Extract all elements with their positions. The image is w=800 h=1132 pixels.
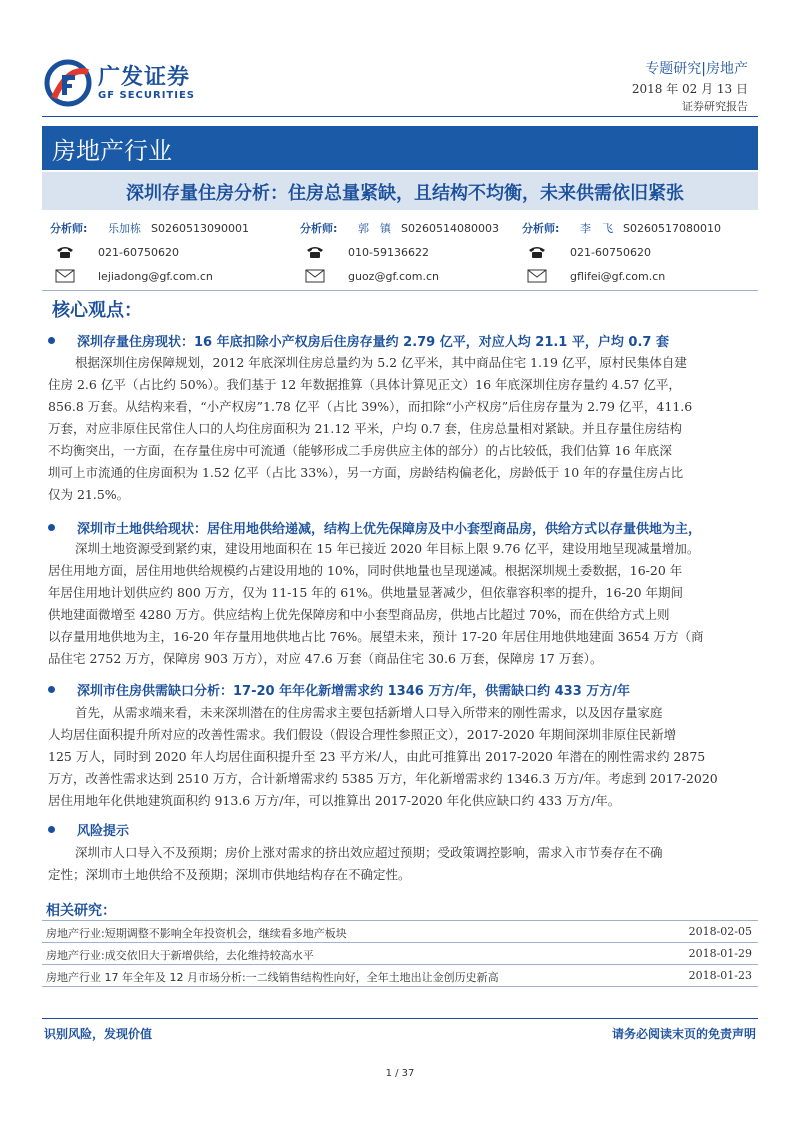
related-item[interactable] xyxy=(46,925,752,941)
page-number: 1 / 37 xyxy=(385,1068,415,1079)
section-heading xyxy=(48,331,758,350)
related-divider xyxy=(42,986,758,987)
analyst-license: S0260513090001 xyxy=(151,221,249,235)
report-type: 证券研究报告 xyxy=(682,100,748,113)
analyst-label: 分析师: xyxy=(50,222,88,235)
related-item-title[interactable]: 房地产行业 17 年全年及 12 月市场分析:一二线销售结构性向好，全年土地出让金创历史新高 xyxy=(46,971,499,984)
paragraph-line: 万套，对应非原住民常住人口的人均住房面积为 21.12 平米，户均 0.7 套，住房总量相对紧缺。并且存量住房结构 xyxy=(48,421,683,436)
analyst-email[interactable]: guoz@gf.com.cn xyxy=(348,269,440,283)
paragraph-line: 根据深圳住房保障规划，2012 年底深圳住房总量约为 5.2 亿平米，其中商品住宅 1.19 亿平，原村民集体自建 xyxy=(75,355,687,370)
bullet-icon xyxy=(48,524,55,531)
paragraph-line: 125 万人，同时到 2020 年人均居住面积提升至 23 平方米/人，由此可推算出 2017-2020 年潜在的刚性需求约 2875 xyxy=(48,749,706,764)
paragraph-line: 居住用地方面，居住用地供给规模约占建设用地的 10%，同时供地量也呈现递减。根据深圳规土委数据，16-20 年 xyxy=(48,563,683,578)
related-item-date: 2018-01-23 xyxy=(688,969,752,982)
email-icon xyxy=(50,269,80,283)
header-divider xyxy=(42,116,758,117)
analyst-email[interactable]: lejiadong@gf.com.cn xyxy=(98,269,213,283)
related-divider xyxy=(42,964,758,965)
section-paragraph xyxy=(48,702,758,812)
related-item-date: 2018-01-29 xyxy=(688,947,752,960)
analyst-card xyxy=(50,216,290,288)
phone-icon xyxy=(300,245,330,259)
analyst-card xyxy=(300,216,540,288)
analyst-license: S0260514080003 xyxy=(401,221,499,235)
report-title: 深圳存量住房分析：住房总量紧缺，且结构不均衡，未来供需依旧紧张 xyxy=(126,183,684,204)
section-heading-text: 深圳市土地供给现状：居住用地供给递减，结构上优先保障房及中小套型商品房，供给方式以存量供地为主， xyxy=(77,522,702,537)
footer-divider xyxy=(42,1018,758,1019)
logo-english-name: GF SECURITIES xyxy=(98,90,196,101)
section-heading xyxy=(48,820,758,839)
related-divider xyxy=(42,942,758,943)
paragraph-line: 以存量用地供地为主，16-20 年存量用地供地占比 76%。展望未来，预计 17-20 年居住用地供地建面 3654 万方（商 xyxy=(48,629,704,644)
analyst-label: 分析师: xyxy=(300,222,338,235)
analyst-phone: 021-60750620 xyxy=(570,245,651,259)
paragraph-line: 圳可上市流通的住房面积为 1.52 亿平（占比 33%），另一方面，房龄结构偏老化，房龄低于 10 年的存量住房占比 xyxy=(48,465,684,480)
core-views-title: 核心观点： xyxy=(52,300,142,321)
paragraph-line: 万方，改善性需求达到 2510 万方，合计新增需求约 5385 万方，年化新增需求约 1346.3 万方/年。考虑到 2017-2020 xyxy=(48,771,718,786)
analyst-name: 乐加栋 xyxy=(108,222,141,235)
analyst-card xyxy=(522,216,762,288)
analyst-name: 郭 镇 xyxy=(358,222,391,235)
related-item-title[interactable]: 房地产行业:成交依旧大于新增供给，去化维持较高水平 xyxy=(46,949,314,962)
phone-icon xyxy=(522,245,552,259)
bullet-icon xyxy=(48,826,55,833)
report-category: 专题研究|房地产 xyxy=(645,61,748,77)
analyst-label: 分析师: xyxy=(522,222,560,235)
analyst-phone: 021-60750620 xyxy=(98,245,179,259)
logo-chinese-name: 广发证券 xyxy=(98,65,191,90)
analyst-license: S0260517080010 xyxy=(623,221,721,235)
paragraph-line: 不均衡突出，一方面，在存量住房中可流通（能够形成二手房供应主体的部分）的占比较低，我们估算 16 年底深 xyxy=(48,443,672,458)
paragraph-line: 仅为 21.5%。 xyxy=(48,487,130,502)
analyst-divider xyxy=(42,290,758,291)
related-item-title[interactable]: 房地产行业:短期调整不影响全年投资机会，继续看多地产板块 xyxy=(46,927,347,940)
report-date: 2018 年 02 月 13 日 xyxy=(631,82,748,96)
footer-disclaimer-note: 请务必阅读末页的免责声明 xyxy=(611,1027,756,1041)
analyst-name: 李 飞 xyxy=(580,222,613,235)
related-divider xyxy=(42,920,758,921)
related-item-date: 2018-02-05 xyxy=(688,925,752,938)
paragraph-line: 深圳土地资源受到紧约束，建设用地面积在 15 年已接近 2020 年目标上限 9.76 亿平，建设用地呈现减量增加。 xyxy=(75,541,700,556)
section-paragraph xyxy=(48,842,758,886)
paragraph-line: 品住宅 2752 万方，保障房 903 万方），对应 47.6 万套（商品住宅 30.6 万套，保障房 17 万套）。 xyxy=(48,651,603,666)
paragraph-line: 定性；深圳市土地供给不及预期；深圳市供地结构存在不确定性。 xyxy=(48,867,411,882)
paragraph-line: 深圳市人口导入不及预期；房价上涨对需求的挤出效应超过预期；受政策调控影响，需求入市节奏存在不确 xyxy=(75,845,663,860)
related-research-title: 相关研究： xyxy=(46,903,116,919)
section-heading xyxy=(48,518,758,537)
section-paragraph xyxy=(48,352,758,506)
bullet-icon xyxy=(48,686,55,693)
industry-title: 房地产行业 xyxy=(52,137,172,165)
analyst-phone: 010-59136622 xyxy=(348,245,429,259)
email-icon xyxy=(522,269,552,283)
related-item[interactable] xyxy=(46,947,752,963)
paragraph-line: 人均居住面积提升所对应的改善性需求。我们假设（假设合理性参照正文），2017-2020 年期间深圳非原住民新增 xyxy=(48,727,677,742)
section-heading-text: 深圳存量住房现状：16 年底扣除小产权房后住房存量约 2.79 亿平，对应人均 21.1 平，户均 0.7 套 xyxy=(77,335,669,350)
bullet-icon xyxy=(48,337,55,344)
phone-icon xyxy=(50,245,80,259)
paragraph-line: 首先，从需求端来看，未来深圳潜在的住房需求主要包括新增人口导入所带来的刚性需求，以及因存量家庭 xyxy=(75,705,663,720)
paragraph-line: 住房 2.6 亿平（占比约 50%）。我们基于 12 年数据推算（具体计算见正文）16 年底深圳住房存量约 4.57 亿平， xyxy=(48,377,681,392)
section-heading xyxy=(48,680,758,699)
analyst-email[interactable]: gflifei@gf.com.cn xyxy=(570,269,666,283)
gf-logo-icon xyxy=(42,58,94,108)
related-item[interactable] xyxy=(46,969,752,985)
section-heading-text: 深圳市住房供需缺口分析：17-20 年年化新增需求约 1346 万方/年，供需缺口约 433 万方/年 xyxy=(77,684,631,699)
footer-slogan: 识别风险，发现价值 xyxy=(44,1027,153,1041)
paragraph-line: 居住用地年化供地建筑面积约 913.6 万方/年，可以推算出 2017-2020 年化供应缺口约 433 万方/年。 xyxy=(48,793,621,808)
paragraph-line: 供地建面微增至 4280 万方。供应结构上优先保障房和中小套型商品房，供地占比超过 70%，而在供给方式上则 xyxy=(48,607,670,622)
paragraph-line: 856.8 万套。从结构来看，“小产权房”1.78 亿平（占比 39%），而扣除“小产权房”后住房存量为 2.79 亿平，411.6 xyxy=(48,399,693,414)
paragraph-line: 年居住用地计划供应约 800 万方，仅为 11-15 年的 61%。供地量显著减少，但依靠容积率的提升，16-20 年期间 xyxy=(48,585,684,600)
section-heading-text: 风险提示 xyxy=(77,824,130,839)
email-icon xyxy=(300,269,330,283)
section-paragraph xyxy=(48,538,758,670)
